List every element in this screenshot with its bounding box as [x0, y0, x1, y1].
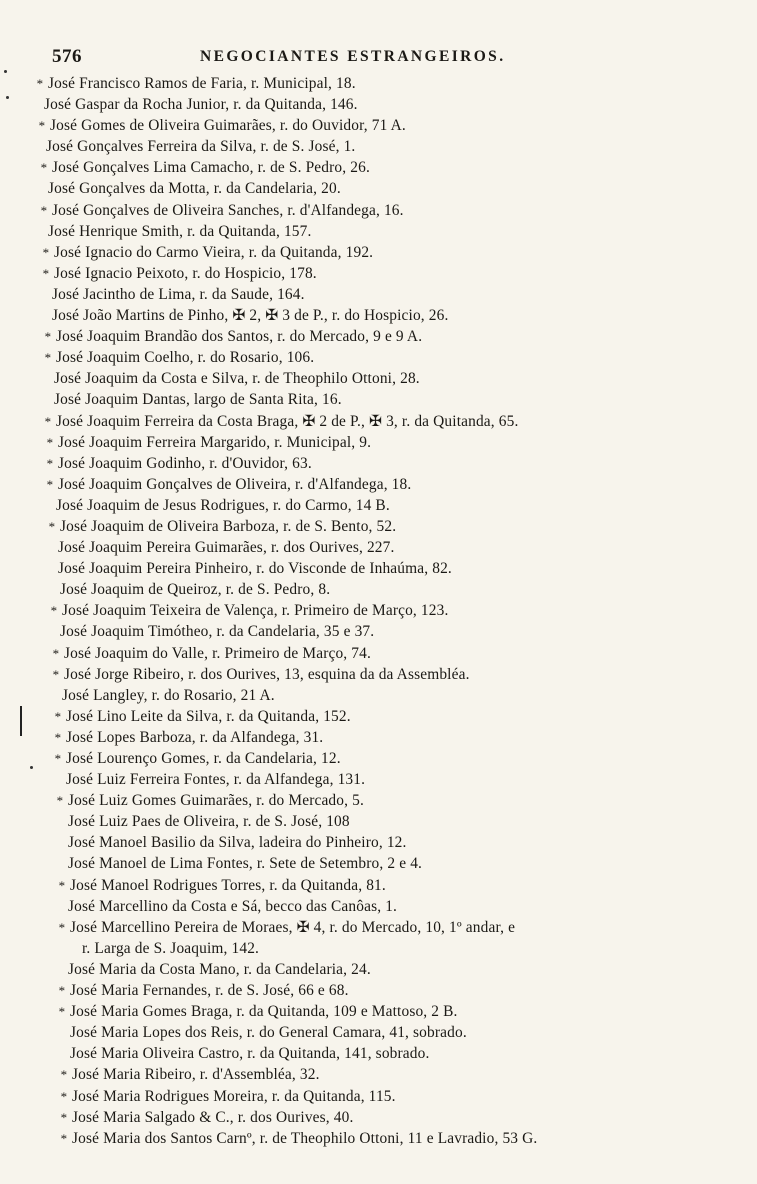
entry-text — [66, 727, 323, 748]
asterisk-mark: * — [42, 244, 50, 260]
entry-line: José Maria Fernandes, r. de S. José, 66 e 68. — [70, 982, 349, 1000]
entry-text — [58, 474, 411, 495]
entry-text — [44, 94, 358, 115]
entry-text — [52, 284, 305, 305]
asterisk-mark: * — [42, 265, 50, 281]
margin-mark — [20, 706, 22, 736]
merchant-entry — [0, 453, 757, 474]
merchant-entry — [0, 157, 757, 178]
entry-text — [70, 980, 349, 1001]
entry-text — [64, 664, 470, 685]
entry-text — [70, 1043, 429, 1064]
entry-line: José Ignacio Peixoto, r. do Hospicio, 178. — [54, 264, 317, 282]
merchant-entry — [0, 853, 757, 874]
asterisk-mark: * — [40, 160, 48, 176]
entry-text — [68, 959, 371, 980]
entry-text — [66, 706, 351, 727]
asterisk-mark: * — [36, 76, 44, 91]
entry-text — [46, 136, 355, 157]
entry-text — [68, 811, 350, 832]
entry-continuation: r. Larga de S. Joaquim, 142. — [82, 939, 260, 957]
merchant-entry — [0, 959, 757, 980]
merchant-entry — [0, 1022, 757, 1043]
merchant-entry — [0, 1043, 757, 1064]
entry-line: José Jorge Ribeiro, r. dos Ourives, 13, esquina da da Assembléa. — [64, 665, 470, 683]
entry-text — [68, 896, 397, 917]
entry-text — [54, 242, 373, 263]
entry-text — [70, 1022, 467, 1043]
merchant-entry — [0, 284, 757, 305]
merchant-entry — [0, 516, 757, 537]
entry-text — [70, 875, 386, 896]
merchant-entry — [0, 1064, 757, 1085]
entry-line: José Joaquim da Costa e Silva, r. de Theophilo Ottoni, 28. — [54, 370, 420, 388]
merchant-entry — [0, 875, 757, 896]
entry-line: José Joaquim Dantas, largo de Santa Rita, 16. — [54, 391, 342, 409]
asterisk-mark: * — [58, 919, 66, 935]
entry-line: José Manoel Basilio da Silva, ladeira do Pinheiro, 12. — [68, 834, 407, 852]
merchant-entry — [0, 832, 757, 853]
entry-text — [62, 685, 275, 706]
ink-speck — [4, 70, 7, 73]
entry-text — [66, 769, 365, 790]
entry-line: José Luiz Ferreira Fontes, r. da Alfandega, 131. — [66, 771, 366, 789]
asterisk-mark: * — [48, 518, 56, 534]
entry-text — [56, 411, 518, 432]
entry-text — [52, 305, 448, 326]
merchant-entry — [0, 685, 757, 706]
entry-line: José Joaquim do Valle, r. Primeiro de Março, 74. — [64, 644, 371, 662]
merchant-entry — [0, 368, 757, 389]
merchant-entry — [0, 980, 757, 1001]
running-title: NEGOCIANTES ESTRANGEIROS. — [200, 48, 506, 65]
entry-line: José Joaquim de Jesus Rodrigues, r. do Carmo, 14 B. — [56, 496, 390, 514]
entry-line: José Maria dos Santos Carnº, r. de Theophilo Ottoni, 11 e Lavradio, 53 G. — [72, 1129, 538, 1147]
entry-line: José Marcellino Pereira de Moraes, ✠ 4, r. do Mercado, 10, 1º andar, e — [70, 918, 516, 936]
entry-text — [58, 432, 371, 453]
asterisk-mark: * — [60, 1067, 68, 1083]
merchant-entry — [0, 727, 757, 748]
merchant-entry — [0, 790, 757, 811]
asterisk-mark: * — [38, 118, 46, 134]
entry-line: José Manoel de Lima Fontes, r. Sete de Setembro, 2 e 4. — [68, 855, 423, 873]
merchant-entry — [0, 621, 757, 642]
entry-text — [70, 1001, 458, 1022]
merchant-entry — [0, 1001, 757, 1022]
page-number: 576 — [52, 46, 82, 67]
entry-line: José Joaquim Teixeira de Valença, r. Primeiro de Março, 123. — [62, 602, 449, 620]
entry-text — [62, 600, 448, 621]
entry-line: José Joaquim Pereira Guimarães, r. dos Ourives, 227. — [58, 539, 395, 557]
entry-text — [52, 200, 404, 221]
entry-text — [64, 643, 371, 664]
merchant-entry — [0, 263, 757, 284]
entry-text — [68, 790, 364, 811]
entry-line: José Joaquim de Queiroz, r. de S. Pedro, 8. — [60, 581, 331, 599]
merchant-entry — [0, 411, 757, 432]
ink-speck — [30, 766, 33, 769]
entry-line: José Maria Gomes Braga, r. da Quitanda, 109 e Mattoso, 2 B. — [70, 1003, 458, 1021]
entry-text — [56, 326, 422, 347]
entry-line: José Joaquim Ferreira Margarido, r. Municipal, 9. — [58, 433, 372, 451]
merchant-entry — [0, 706, 757, 727]
asterisk-mark: * — [46, 455, 54, 471]
merchant-entry — [0, 664, 757, 685]
entry-text — [60, 516, 396, 537]
entry-line: José Joaquim Pereira Pinheiro, r. do Visconde de Inhaúma, 82. — [58, 560, 452, 578]
entry-line: José Manoel Rodrigues Torres, r. da Quitanda, 81. — [70, 876, 386, 894]
entry-line: José Maria Oliveira Castro, r. da Quitanda, 141, sobrado. — [70, 1045, 430, 1063]
entry-line: José Joaquim Ferreira da Costa Braga, ✠ 2 de P., ✠ 3, r. da Quitanda, 65. — [56, 412, 519, 430]
asterisk-mark: * — [60, 1088, 68, 1104]
entry-line: José Joaquim de Oliveira Barboza, r. de S. Bento, 52. — [60, 517, 397, 535]
entry-text — [70, 917, 515, 959]
asterisk-mark: * — [46, 434, 54, 450]
asterisk-mark: * — [58, 877, 66, 893]
asterisk-mark: * — [60, 1109, 68, 1125]
entry-line: José Gomes de Oliveira Guimarães, r. do Ouvidor, 71 A. — [50, 117, 406, 135]
asterisk-mark: * — [44, 413, 52, 429]
entry-text — [58, 558, 452, 579]
entry-line: José Lino Leite da Silva, r. da Quitanda, 152. — [66, 707, 351, 725]
entry-text — [72, 1107, 353, 1128]
entry-text — [54, 368, 420, 389]
entry-text — [72, 1064, 320, 1085]
asterisk-mark: * — [52, 645, 60, 661]
merchant-entry — [0, 136, 757, 157]
entry-line: José Langley, r. do Rosario, 21 A. — [62, 686, 275, 704]
entry-text — [52, 157, 370, 178]
entry-line: José Lopes Barboza, r. da Alfandega, 31. — [66, 728, 324, 746]
merchant-entry — [0, 495, 757, 516]
merchant-entry — [0, 896, 757, 917]
merchant-entry — [0, 94, 757, 115]
entry-line: José Joaquim Coelho, r. do Rosario, 106. — [56, 349, 315, 367]
entry-line: José Maria Salgado & C., r. dos Ourives, 40. — [72, 1108, 354, 1126]
entry-text — [50, 115, 406, 136]
entry-line: José Luiz Gomes Guimarães, r. do Mercado, 5. — [68, 792, 364, 810]
entry-line: José Gonçalves de Oliveira Sanches, r. d'Alfandega, 16. — [52, 201, 404, 219]
entry-line: José Gonçalves Lima Camacho, r. de S. Pedro, 26. — [52, 159, 370, 177]
entry-text — [54, 389, 342, 410]
entry-line: José Gaspar da Rocha Junior, r. da Quitanda, 146. — [44, 96, 358, 114]
merchant-entry — [0, 537, 757, 558]
asterisk-mark: * — [58, 983, 66, 999]
entry-line: José Maria da Costa Mano, r. da Candelaria, 24. — [68, 960, 371, 978]
merchant-entry — [0, 474, 757, 495]
entry-line: José Maria Lopes dos Reis, r. do General Camara, 41, sobrado. — [70, 1024, 467, 1042]
asterisk-mark: * — [56, 793, 64, 809]
entry-text — [68, 832, 407, 853]
entry-text — [58, 537, 395, 558]
asterisk-mark: * — [54, 729, 62, 745]
merchant-entry — [0, 73, 757, 94]
entry-text — [56, 495, 390, 516]
merchant-entry — [0, 305, 757, 326]
entry-line: José Maria Ribeiro, r. d'Assembléa, 32. — [72, 1066, 320, 1084]
merchant-entry — [0, 811, 757, 832]
merchant-entry — [0, 579, 757, 600]
merchant-entry — [0, 221, 757, 242]
entry-text — [48, 73, 356, 94]
asterisk-mark: * — [46, 476, 54, 492]
asterisk-mark: * — [54, 708, 62, 724]
merchant-entry — [0, 242, 757, 263]
entry-line: José Gonçalves da Motta, r. da Candelaria, 20. — [48, 180, 341, 198]
asterisk-mark: * — [40, 202, 48, 218]
entry-line: José Joaquim Gonçalves de Oliveira, r. d'Alfandega, 18. — [58, 475, 412, 493]
entry-line: José Joaquim Timótheo, r. da Candelaria, 35 e 37. — [60, 623, 375, 641]
entry-line: José Joaquim Godinho, r. d'Ouvidor, 63. — [58, 454, 312, 472]
merchant-entry — [0, 1107, 757, 1128]
asterisk-mark: * — [58, 1004, 66, 1020]
entry-text — [60, 579, 330, 600]
merchant-entry — [0, 643, 757, 664]
entry-text — [66, 748, 341, 769]
merchant-entry — [0, 600, 757, 621]
entry-line: José Jacintho de Lima, r. da Saude, 164. — [52, 285, 305, 303]
ink-speck — [6, 96, 9, 99]
merchant-entry — [0, 558, 757, 579]
merchant-entry — [0, 1086, 757, 1107]
entry-line: José Francisco Ramos de Faria, r. Municipal, 18. — [48, 75, 356, 92]
entry-text — [54, 263, 317, 284]
merchant-entry — [0, 1128, 757, 1149]
entry-line: José Joaquim Brandão dos Santos, r. do Mercado, 9 e 9 A. — [56, 328, 423, 346]
entry-text — [58, 453, 312, 474]
entry-text — [56, 347, 314, 368]
entry-line: José Luiz Paes de Oliveira, r. de S. José, 108 — [68, 813, 350, 831]
entry-line: José Maria Rodrigues Moreira, r. da Quitanda, 115. — [72, 1087, 396, 1105]
merchant-entry — [0, 115, 757, 136]
entry-line: José Gonçalves Ferreira da Silva, r. de S. José, 1. — [46, 138, 356, 156]
merchant-entry — [0, 917, 757, 959]
entry-line: José Ignacio do Carmo Vieira, r. da Quitanda, 192. — [54, 243, 374, 261]
entry-line: José Lourenço Gomes, r. da Candelaria, 12. — [66, 750, 341, 767]
asterisk-mark: * — [44, 350, 52, 366]
merchant-entry — [0, 326, 757, 347]
entry-line: José Henrique Smith, r. da Quitanda, 157. — [48, 222, 312, 240]
entry-line: José João Martins de Pinho, ✠ 2, ✠ 3 de P., r. do Hospicio, 26. — [52, 307, 449, 325]
merchant-entry — [0, 200, 757, 221]
asterisk-mark: * — [50, 603, 58, 619]
asterisk-mark: * — [60, 1130, 68, 1146]
merchant-entry — [0, 389, 757, 410]
merchant-entry — [0, 347, 757, 368]
asterisk-mark: * — [54, 751, 62, 766]
merchant-entry — [0, 432, 757, 453]
merchant-list — [0, 73, 757, 1149]
merchant-entry — [0, 748, 757, 769]
asterisk-mark: * — [44, 329, 52, 345]
page-header — [0, 46, 757, 72]
merchant-entry — [0, 769, 757, 790]
entry-text — [60, 621, 374, 642]
entry-text — [72, 1086, 396, 1107]
entry-text — [48, 221, 311, 242]
asterisk-mark: * — [52, 666, 60, 682]
entry-text — [48, 178, 341, 199]
merchant-entry — [0, 178, 757, 199]
entry-text — [68, 853, 422, 874]
entry-text — [72, 1128, 537, 1149]
entry-line: José Marcellino da Costa e Sá, becco das Canôas, 1. — [68, 897, 398, 915]
